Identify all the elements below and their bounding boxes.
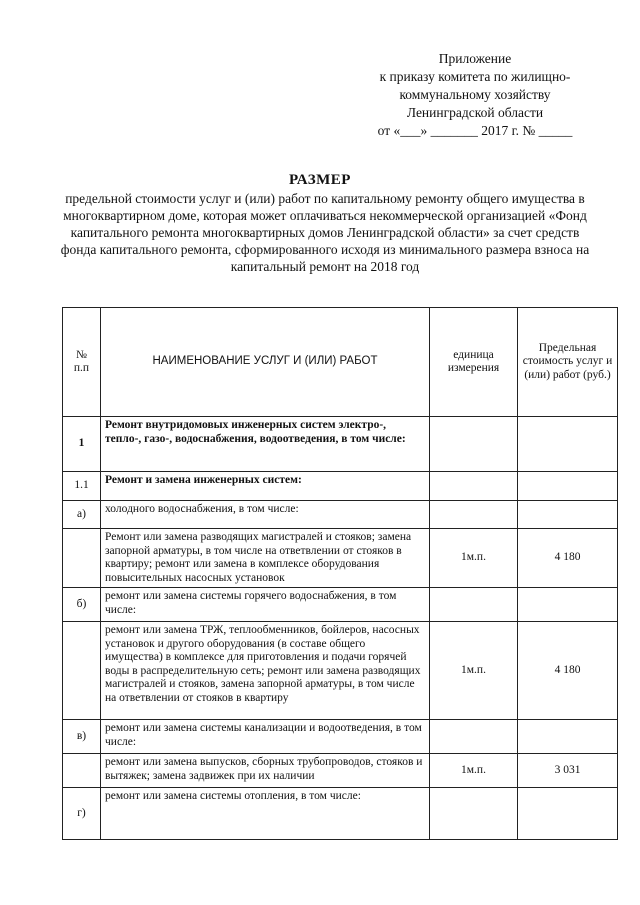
table-row	[63, 417, 618, 472]
header-unit: единица измерения	[430, 308, 518, 417]
row-name: Ремонт и замена инженерных систем:	[101, 472, 430, 501]
appendix-line: Ленинградской области	[406, 105, 544, 120]
row-unit	[430, 788, 518, 840]
table-row	[63, 622, 618, 720]
row-price	[518, 417, 618, 472]
appendix-line: коммунальному хозяйству	[399, 87, 551, 102]
row-name: ремонт или замена ТРЖ, теплообменников, бойлеров, насосных установок и другого оборудования (в составе общего имущества) в комплексе для приготовления и подачи горячей воды в распределительную сеть; ремонт или замена разводящих магистралей и стояков, замена запорной арматуры, в том числе на ответвлении от стояков в квартиру	[101, 622, 430, 720]
row-unit	[430, 472, 518, 501]
row-name: Ремонт или замена разводящих магистралей и стояков; замена запорной арматуры, в том числе на ответвлении от стояков в квартиру; ремонт или замена в комплексе оборудования повысительных насосных установок	[101, 529, 430, 588]
row-unit	[430, 417, 518, 472]
document-title: РАЗМЕР	[289, 172, 351, 188]
row-num: в)	[63, 720, 101, 754]
document-subtitle: предельной стоимости услуг и (или) работ по капитальному ремонту общего имущества в многоквартирном доме, которая может оплачиваться некоммерческой организацией «Фонд капитального ремонта многоквартирных домов Ленинградской области» за счет средств фонда капитального ремонта, сформированного исходя из минимального размера взноса на капитальный ремонт на 2018 год	[60, 191, 590, 274]
table-row	[63, 472, 618, 501]
row-price: 4 180	[518, 622, 618, 720]
row-unit: 1м.п.	[430, 622, 518, 720]
appendix-line: к приказу комитета по жилищно-	[379, 69, 571, 84]
appendix-block	[350, 50, 600, 140]
row-name: Ремонт внутридомовых инженерных систем электро-, тепло-, газо-, водоснабжения, водоотведения, в том числе:	[101, 417, 430, 472]
row-price	[518, 588, 618, 622]
header-name: НАИМЕНОВАНИЕ УСЛУГ И (ИЛИ) РАБОТ	[101, 308, 430, 417]
row-price	[518, 720, 618, 754]
row-num: 1	[63, 417, 101, 472]
row-unit	[430, 501, 518, 529]
row-price: 4 180	[518, 529, 618, 588]
row-name: ремонт или замена выпусков, сборных трубопроводов, стояков и вытяжек; замена задвижек при их наличии	[101, 754, 430, 788]
table-row	[63, 720, 618, 754]
row-num: б)	[63, 588, 101, 622]
row-price: 3 031	[518, 754, 618, 788]
price-table	[62, 307, 618, 840]
appendix-line: от «___» _______ 2017 г. № _____	[377, 123, 573, 138]
table-row	[63, 501, 618, 529]
header-price: Предельная стоимость услуг и (или) работ (руб.)	[518, 308, 618, 417]
table-row	[63, 588, 618, 622]
header-num: № п.п	[63, 308, 101, 417]
table-row	[63, 788, 618, 840]
row-unit: 1м.п.	[430, 529, 518, 588]
row-num	[63, 529, 101, 588]
table-header-row	[63, 308, 618, 417]
row-name: ремонт или замена системы канализации и водоотведения, в том числе:	[101, 720, 430, 754]
row-name: холодного водоснабжения, в том числе:	[101, 501, 430, 529]
appendix-line: Приложение	[438, 51, 512, 66]
row-num: а)	[63, 501, 101, 529]
row-price	[518, 472, 618, 501]
row-name: ремонт или замена системы отопления, в том числе:	[101, 788, 430, 840]
row-num: 1.1	[63, 472, 101, 501]
table-row	[63, 529, 618, 588]
row-unit	[430, 588, 518, 622]
row-unit	[430, 720, 518, 754]
row-unit: 1м.п.	[430, 754, 518, 788]
table-row	[63, 754, 618, 788]
row-num: г)	[63, 788, 101, 840]
row-num	[63, 622, 101, 720]
row-price	[518, 788, 618, 840]
row-price	[518, 501, 618, 529]
row-name: ремонт или замена системы горячего водоснабжения, в том числе:	[101, 588, 430, 622]
row-num	[63, 754, 101, 788]
